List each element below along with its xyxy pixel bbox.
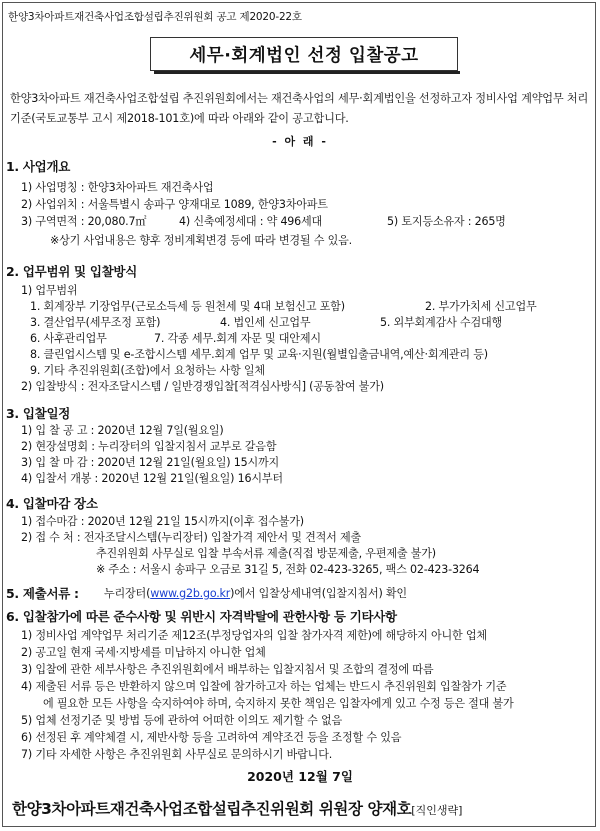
notice-number: 한양3차아파트재건축사업조합설립추진위원회 공고 제2020-22호 [8, 11, 302, 23]
s5-text [104, 585, 407, 601]
s2-item-5: 5. 외부회계감사 수검대행 [380, 316, 503, 329]
s6-line-4: 4) 제출된 서류 등은 반환하지 않으며 입찰에 참가하고자 하는 업체는 반드시 추진위원회 입찰참가 기준 [21, 680, 507, 693]
s6-line-6: 6) 선정된 후 계약체결 시, 제반사항 등을 고려하여 계약조건 등을 조정할 수 있음 [21, 731, 402, 744]
s1-line-3a: 3) 구역면적 : 20,080.7㎡ [21, 215, 147, 228]
s6-line-1: 1) 정비사업 계약업무 처리기준 제12조(부정당업자의 입찰 참가자격 제한)에 해당하지 아니한 업체 [21, 629, 487, 642]
s1-line-1: 1) 사업명칭 : 한양3차아파트 재건축사업 [21, 181, 214, 194]
s6-line-3: 3) 입찰에 관한 세부사항은 추진위원회에서 배부하는 입찰지침서 및 조합의 결정에 따름 [21, 663, 434, 676]
s2-item-4: 4. 법인세 신고업무 [220, 316, 311, 329]
s1-line-3c: 5) 토지등소유자 : 265명 [387, 215, 506, 228]
section-3-heading: 3. 입찰일정 [6, 406, 70, 421]
s2-item-8: 8. 클린업시스템 및 e-조합시스템 세무.회계 업무 및 교육·지원(월별입출금내역,예산·회계관리 등) [30, 348, 488, 361]
signature-line [12, 797, 462, 819]
s1-line-3b: 4) 신축예정세대 : 약 496세대 [179, 215, 323, 228]
s4-address: ※ 주소 : 서울시 송파구 오금로 31길 5, 전화 02-423-3265, 팩스 02-423-3264 [96, 563, 480, 576]
title-underline [154, 71, 460, 74]
s2-sub-2: 2) 입찰방식 : 전자조달시스템 / 일반경쟁입찰[적격심사방식] (공동참여 불가) [21, 380, 384, 393]
s2-item-7: 7. 각종 세무.회계 자문 및 대안제시 [154, 332, 321, 345]
section-1-heading: 1. 사업개요 [6, 159, 70, 174]
s6-line-7: 7) 기타 자세한 사항은 추진위원회 사무실로 문의하시기 바랍니다. [21, 748, 333, 761]
section-4-heading: 4. 입찰마감 장소 [6, 496, 98, 511]
s3-line-2: 2) 현장설명회 : 누리장터의 입찰지침서 교부로 갈음함 [21, 440, 277, 453]
s2-item-6: 6. 사후관리업무 [30, 332, 107, 345]
s6-line-2: 2) 공고일 현재 국세·지방세를 미납하지 아니한 업체 [21, 646, 266, 659]
notice-date: 2020년 12월 7일 [247, 769, 353, 784]
s5-pre: 누리장터( [104, 587, 151, 600]
s4-line-2: 2) 접 수 처 : 전자조달시스템(누리장터) 입찰가격 제안서 및 견적서 제출 [21, 531, 361, 544]
below-marker: - 아 래 - [272, 135, 328, 148]
intro-paragraph: 한양3차아파트 재건축사업조합설립 추진위원회에서는 재건축사업의 세무·회계법인을 선정하고자 정비사업 계약업무 처리기준(국토교통부 고시 제2018-101호)에 따라 아래와 같이 공고합니다. [10, 92, 589, 125]
seal-omitted: [직인생략] [411, 804, 463, 817]
title-box [150, 37, 458, 71]
s5-post: )에서 입찰상세내역(입찰지침서) 확인 [230, 587, 407, 600]
s1-note: ※상기 사업내용은 향후 정비계획변경 등에 따라 변경될 수 있음. [50, 234, 352, 247]
s4-line-3: 추진위원회 사무실로 입찰 부속서류 제출(직접 방문제출, 우편제출 불가) [96, 547, 436, 560]
s2-item-1: 1. 회계장부 기장업무(근로소득세 등 원천세 및 4대 보험신고 포함) [30, 300, 345, 313]
s4-line-1: 1) 접수마감 : 2020년 12월 21일 15시까지(이후 접수불가) [21, 515, 304, 528]
s1-line-2: 2) 사업위치 : 서울특별시 송파구 양재대로 1089, 한양3차아파트 [21, 198, 328, 211]
s2-item-2: 2. 부가가치세 신고업무 [425, 300, 537, 313]
s2-item-3: 3. 결산업무(세무조정 포함) [30, 316, 161, 329]
section-2-heading: 2. 업무범위 및 입찰방식 [6, 264, 137, 279]
section-5-heading: 5. 제출서류 : [6, 586, 79, 601]
s6-line-4b: 에 필요한 모든 사항을 숙지하여야 하며, 숙지하지 못한 책임은 입찰자에게 있고 수정 등은 절대 불가 [43, 697, 514, 710]
s2-item-9: 9. 기타 추진위원회(조합)에서 요청하는 사항 일체 [30, 364, 265, 377]
s2-sub-1: 1) 업무범위 [21, 284, 78, 297]
s3-line-3: 3) 입 찰 마 감 : 2020년 12월 21일(월요일) 15시까지 [21, 456, 280, 469]
s6-line-5: 5) 업체 선정기준 및 방법 등에 관하여 어떠한 이의도 제기할 수 없음 [21, 714, 343, 727]
signature-text: 한양3차아파트재건축사업조합설립추진위원회 위원장 양재호 [12, 800, 412, 818]
page-title: 세무·회계법인 선정 입찰공고 [189, 45, 419, 66]
s3-line-4: 4) 입찰서 개봉 : 2020년 12월 21일(월요일) 16시부터 [21, 472, 283, 485]
s3-line-1: 1) 입 찰 공 고 : 2020년 12월 7일(월요일) [21, 424, 224, 437]
section-6-heading: 6. 입찰참가에 따른 준수사항 및 위반시 자격박탈에 관한사항 등 기타사항 [6, 609, 397, 624]
g2b-link[interactable]: www.g2b.go.kr [150, 587, 231, 600]
